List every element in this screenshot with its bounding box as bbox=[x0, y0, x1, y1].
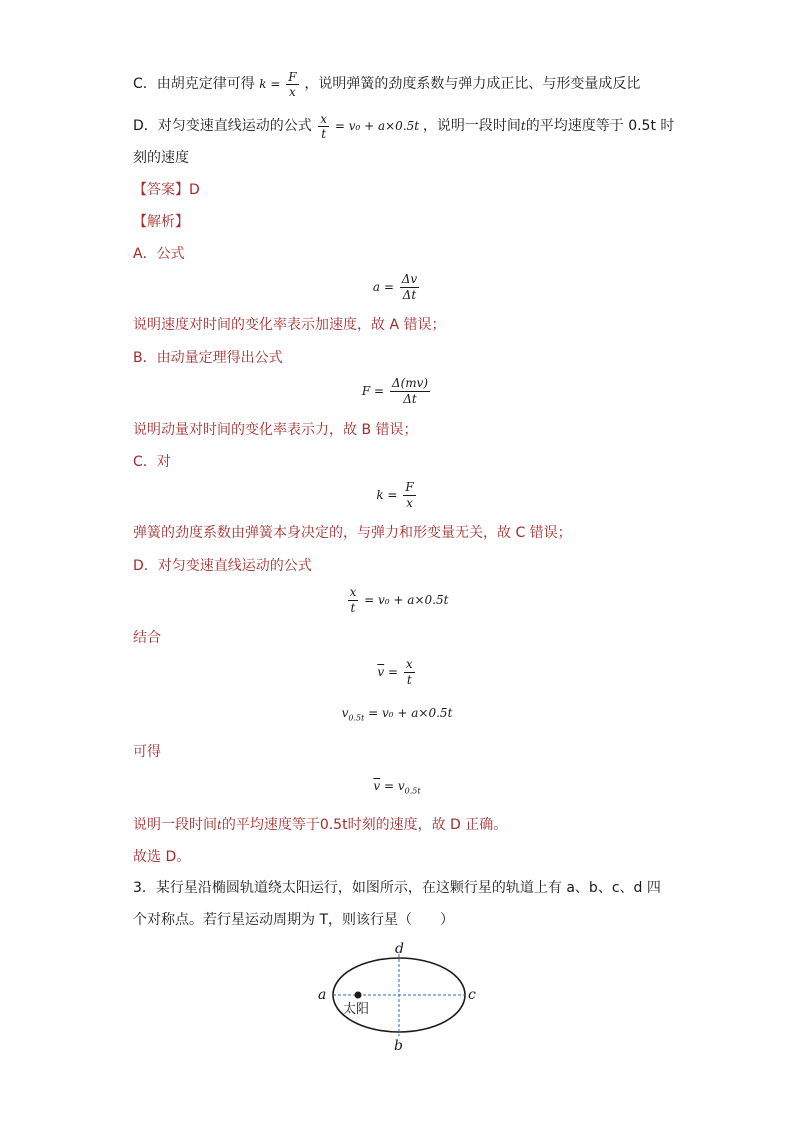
point-b-label: b bbox=[394, 1038, 403, 1054]
analysis-b-text: 说明动量对时间的变化率表示力，故 B 错误； bbox=[133, 422, 418, 438]
fraction bbox=[318, 112, 329, 141]
frac-num: Δv bbox=[401, 272, 418, 286]
var-t: t bbox=[217, 818, 222, 832]
eq-lhs: a = bbox=[372, 280, 398, 294]
option-d-suffix: 的平均速度等于 bbox=[525, 118, 624, 134]
sub-0-5t: 0.5t bbox=[348, 713, 365, 723]
frac-den: t bbox=[321, 127, 327, 141]
formula-k: k bbox=[259, 77, 267, 91]
concl-a: 说明一段时间 bbox=[133, 817, 217, 833]
analysis-d-conclusion bbox=[133, 815, 507, 835]
fraction bbox=[390, 376, 430, 407]
analysis-c-text: 弹簧的劲度系数由弹簧本身决定的，与弹力和形变量无关，故 C 错误； bbox=[133, 525, 572, 541]
v: v bbox=[341, 706, 349, 720]
frac-num: x bbox=[349, 585, 357, 599]
frac-den: t bbox=[350, 601, 356, 615]
equation-d1 bbox=[0, 585, 794, 616]
equation-d3 bbox=[0, 706, 794, 722]
analysis-title: 【解析】 bbox=[133, 214, 189, 230]
analysis-a-text: 说明速度对时间的变化率表示加速度，故 A 错误； bbox=[133, 317, 446, 333]
frac-num: Δ(mv) bbox=[391, 376, 429, 390]
frac-num: x bbox=[320, 112, 328, 126]
frac-den: x bbox=[288, 85, 296, 99]
eq-mid: = bbox=[384, 665, 402, 679]
concl-d: 时刻的速度，故 D 正确。 bbox=[347, 817, 508, 833]
orbit-figure bbox=[310, 938, 490, 1056]
frac-den: t bbox=[406, 673, 412, 687]
fraction bbox=[400, 272, 419, 303]
var-t: t bbox=[520, 119, 526, 133]
formula-rhs: = v₀ + a×0.5t bbox=[331, 119, 420, 133]
option-d bbox=[133, 112, 674, 141]
fraction bbox=[404, 657, 415, 688]
point-a-label: a bbox=[318, 987, 327, 1003]
option-d-mid: ，说明一段时间 bbox=[422, 118, 521, 134]
equation-b bbox=[0, 376, 794, 407]
analysis-d-hence: 可得 bbox=[133, 744, 161, 760]
point-d-label: d bbox=[395, 941, 404, 957]
v-bar: $\overline{v}$ bbox=[377, 665, 385, 679]
analysis-choose: 故选 D。 bbox=[133, 849, 191, 865]
option-c-prefix: C．由胡克定律可得 bbox=[133, 76, 255, 92]
option-d-shi: 时 bbox=[660, 118, 675, 134]
frac-num: F bbox=[288, 70, 297, 84]
equation-a bbox=[0, 272, 794, 303]
equation-c bbox=[0, 480, 794, 511]
equation-d2 bbox=[0, 657, 794, 688]
analysis-d-head: D．对匀变速直线运动的公式 bbox=[133, 558, 312, 574]
analysis-a-head: A．公式 bbox=[133, 246, 185, 262]
analysis-c-head: C．对 bbox=[133, 454, 171, 470]
analysis-b-head: B．由动量定理得出公式 bbox=[133, 350, 283, 366]
eq-rhs: = v₀ + a×0.5t bbox=[364, 706, 453, 720]
fraction bbox=[403, 480, 415, 511]
eq-rhs: = v₀ + a×0.5t bbox=[360, 593, 449, 607]
option-d-prefix: D．对匀变速直线运动的公式 bbox=[133, 118, 312, 134]
option-c-suffix: ，说明弹簧的劲度系数与弹力成正比、与形变量成反比 bbox=[304, 76, 641, 92]
concl-0-5t: 0.5t bbox=[319, 817, 348, 833]
analysis-d-combine: 结合 bbox=[133, 630, 161, 646]
frac-den: Δt bbox=[402, 288, 417, 302]
frac-den: Δt bbox=[403, 392, 417, 406]
option-c-formula bbox=[259, 70, 304, 99]
option-d-formula bbox=[316, 112, 423, 141]
sun-label: 太阳 bbox=[343, 1002, 370, 1017]
eq-lhs: k = bbox=[376, 488, 402, 502]
answer: 【答案】D bbox=[133, 182, 200, 198]
equation-d4 bbox=[0, 779, 794, 795]
var-0-5t: 0.5t bbox=[628, 118, 656, 134]
concl-b: 的平均速度等于 bbox=[221, 817, 320, 833]
eq-rhs: = v bbox=[380, 779, 405, 793]
option-d-line3: 刻的速度 bbox=[133, 150, 189, 166]
fraction bbox=[348, 585, 359, 616]
question-3-line2: 个对称点。若行星运动周期为 T，则该行星（ ） bbox=[133, 912, 455, 928]
sub-0-5t: 0.5t bbox=[404, 786, 421, 796]
v-bar: $\overline{v}$ bbox=[373, 779, 381, 793]
formula-eq: = bbox=[266, 77, 285, 91]
frac-den: x bbox=[406, 496, 413, 510]
option-c bbox=[133, 70, 640, 99]
frac-num: x bbox=[405, 657, 413, 671]
question-3-line1: 3．某行星沿椭圆轨道绕太阳运行，如图所示，在这颗行星的轨道上有 a、b、c、d 四 bbox=[133, 880, 661, 896]
fraction bbox=[286, 70, 298, 99]
eq-lhs: F = bbox=[361, 384, 388, 398]
frac-num: F bbox=[405, 480, 414, 494]
sun-dot bbox=[355, 992, 362, 999]
point-c-label: c bbox=[468, 987, 476, 1003]
